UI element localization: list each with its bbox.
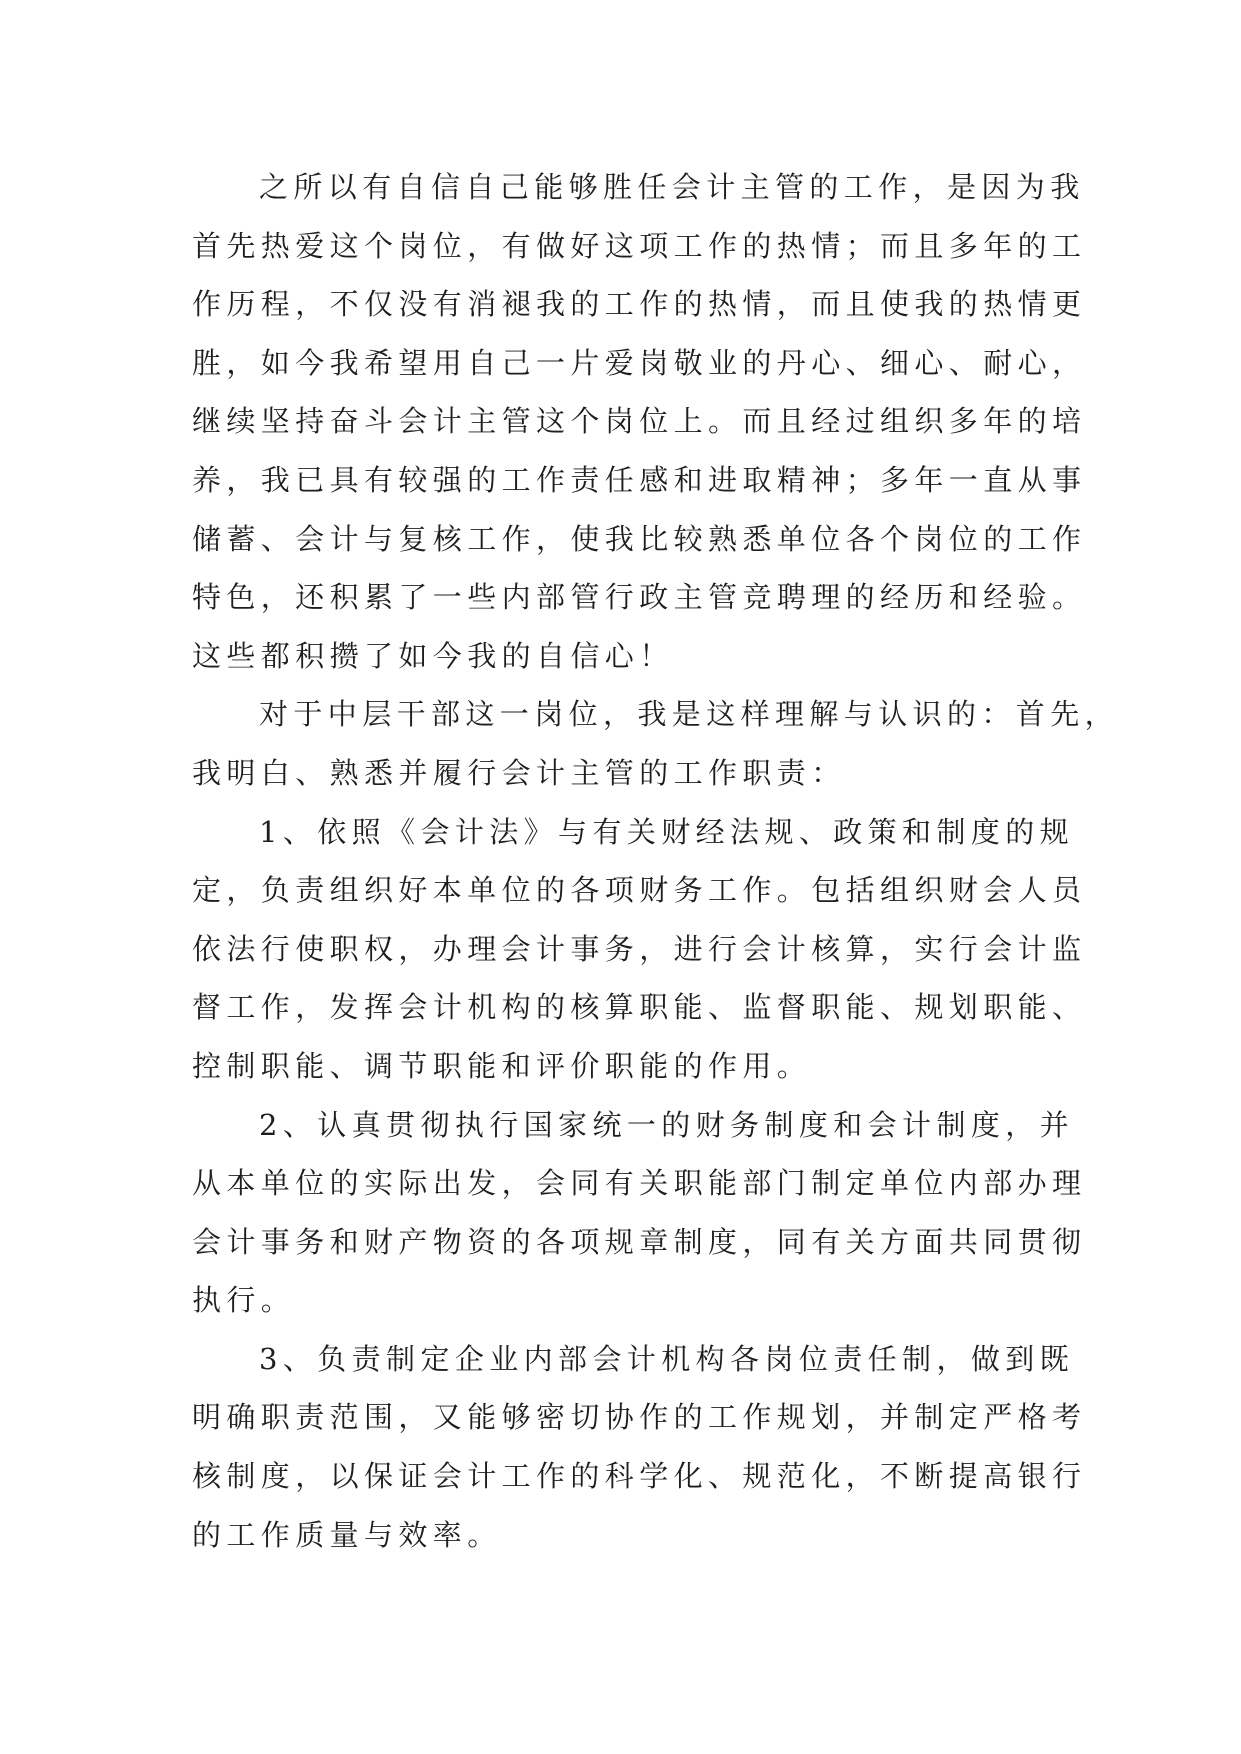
body-text bbox=[192, 158, 1120, 1564]
text-line: 2、认真贯彻执行国家统一的财务制度和会计制度，并 bbox=[259, 1107, 1075, 1142]
text-line: 1、依照《会计法》与有关财经法规、政策和制度的规 bbox=[259, 814, 1075, 849]
text-line: 明确职责范围，又能够密切协作的工作规划，并制定严格考 bbox=[192, 1400, 1087, 1435]
text-line: 储蓄、会计与复核工作，使我比较熟悉单位各个岗位的工作 bbox=[192, 521, 1087, 556]
text-line: 特色，还积累了一些内部管行政主管竞聘理的经历和经验。 bbox=[192, 580, 1087, 615]
text-line: 之所以有自信自己能够胜任会计主管的工作，是因为我 bbox=[259, 170, 1085, 204]
text-line: 会计事务和财产物资的各项规章制度，同有关方面共同贯彻 bbox=[192, 1224, 1087, 1259]
text-line: 执行。 bbox=[192, 1283, 296, 1318]
text-line: 的工作质量与效率。 bbox=[192, 1517, 502, 1552]
text-line: 养，我已具有较强的工作责任感和进取精神；多年一直从事 bbox=[192, 462, 1087, 497]
text-line: 作历程，不仅没有消褪我的工作的热情，而且使我的热情更 bbox=[192, 287, 1087, 322]
text-line: 对于中层干部这一岗位，我是这样理解与认识的：首先， bbox=[259, 697, 1120, 732]
text-line: 首先热爱这个岗位，有做好这项工作的热情；而且多年的工 bbox=[192, 228, 1087, 263]
text-line: 核制度，以保证会计工作的科学化、规范化，不断提高银行 bbox=[192, 1459, 1087, 1494]
text-line: 3、负责制定企业内部会计机构各岗位责任制，做到既 bbox=[259, 1341, 1075, 1376]
text-line: 依法行使职权，办理会计事务，进行会计核算，实行会计监 bbox=[192, 931, 1087, 966]
text-line: 继续坚持奋斗会计主管这个岗位上。而且经过组织多年的培 bbox=[192, 404, 1087, 439]
text-line: 定，负责组织好本单位的各项财务工作。包括组织财会人员 bbox=[192, 873, 1087, 908]
text-line: 胜，如今我希望用自己一片爱岗敬业的丹心、细心、耐心， bbox=[192, 345, 1087, 380]
text-line: 督工作，发挥会计机构的核算职能、监督职能、规划职能、 bbox=[192, 990, 1087, 1025]
text-line: 从本单位的实际出发，会同有关职能部门制定单位内部办理 bbox=[192, 1166, 1087, 1201]
text-line: 控制职能、调节职能和评价职能的作用。 bbox=[192, 1048, 812, 1083]
text-line: 这些都积攒了如今我的自信心！ bbox=[192, 638, 674, 673]
text-line: 我明白、熟悉并履行会计主管的工作职责： bbox=[192, 755, 846, 790]
